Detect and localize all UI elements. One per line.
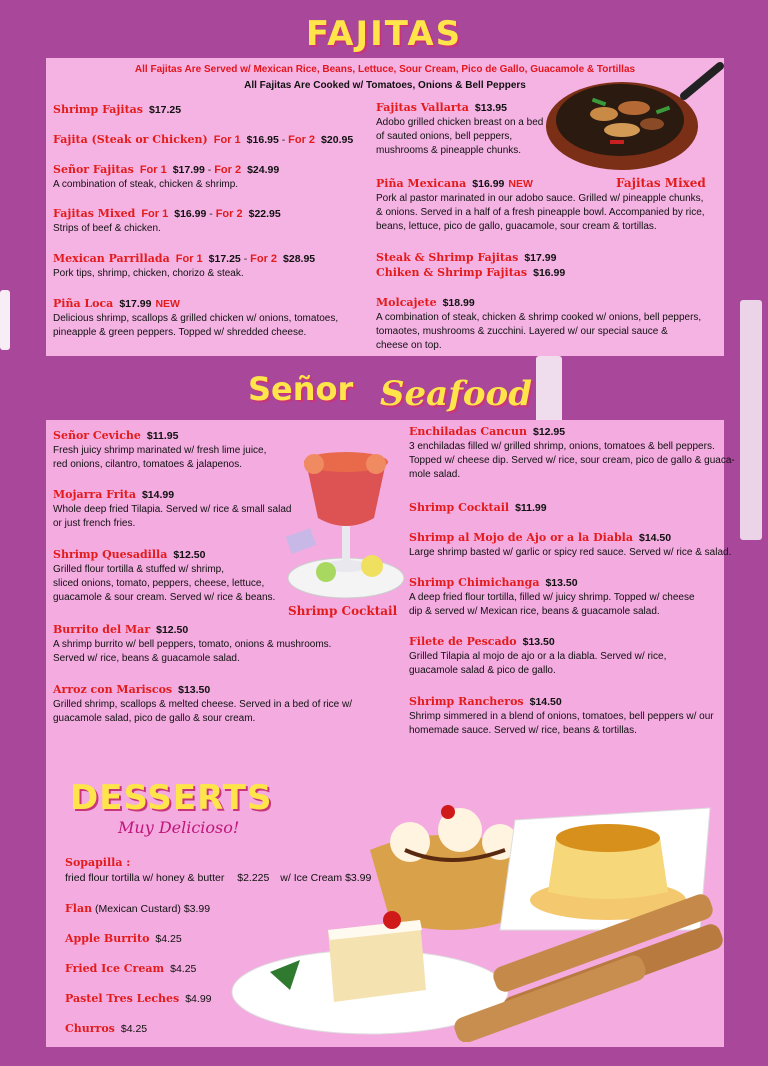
menu-item [409,694,714,738]
desserts-image [230,780,724,1042]
item-extra-price: $3.99 [345,872,372,884]
menu-item [53,296,338,340]
item-name: Molcajete [376,296,437,309]
menu-item [53,206,281,236]
portion-label: For 1 [141,208,169,220]
item-price: $12.50 [173,549,206,561]
item-name: Señor Fajitas [53,163,134,176]
item-price: $24.99 [247,164,280,176]
item-description: Grilled flour tortilla & stuffed w/ shrimp, [53,564,224,575]
item-description: homemade sauce. Served w/ rice, beans & tortillas. [409,725,637,736]
item-description: red onions, cilantro, tomatoes & jalapenos. [53,459,242,470]
menu-item [53,487,291,531]
item-description: Topped w/ cheese dip. Served w/ rice, sour cream, pico de gallo & guaca- [409,455,735,466]
item-name: Fajitas Vallarta [376,101,469,114]
item-description: sliced onions, tomato, peppers, cheese, lettuce, [53,578,265,589]
item-name: Steak & Shrimp Fajitas [376,251,519,264]
item-name: Señor Ceviche [53,429,141,442]
item-name: Shrimp Chimichanga [409,576,540,589]
item-name: Filete de Pescado [409,635,517,648]
desserts-title: DESSERTS [70,778,273,818]
new-badge: NEW [155,298,180,310]
item-description: Pork al pastor marinated in our adobo sauce. Grilled w/ pineapple chunks, [376,193,704,204]
item-description: Shrimp simmered in a blend of onions, tomatoes, bell peppers w/ our [409,711,714,722]
portion-label: For 2 [215,208,243,220]
item-price: $16.99 [533,267,566,279]
seafood-image-label: Shrimp Cocktail [288,604,398,618]
item-description: guacamole & sour cream. Served w/ rice & beans. [53,592,276,603]
item-description: 3 enchiladas filled w/ grilled shrimp, onions, tomatoes & bell peppers. [409,441,715,452]
menu-item [53,682,352,726]
paint-streak [740,300,762,540]
item-price: $28.95 [283,253,316,265]
item-description: fried flour tortilla w/ honey & butter [65,872,225,884]
new-badge: NEW [508,178,533,190]
fajitas-note-cooked: All Fajitas Are Cooked w/ Tomatoes, Onions & Bell Peppers [244,80,526,91]
menu-item [65,901,210,917]
menu-item [65,961,196,977]
item-price: $13.95 [474,102,507,114]
item-name: Chiken & Shrimp Fajitas [376,266,528,279]
item-name: Fajitas Mixed [53,207,136,220]
menu-item [376,250,556,266]
item-price: $14.99 [141,489,175,501]
item-name: Fajita (Steak or Chicken) [53,133,208,146]
portion-label: For 2 [214,164,242,176]
paint-streak [0,290,10,350]
paint-streak [536,356,562,426]
item-price: $16.99 [472,178,505,190]
menu-item [53,162,279,192]
item-description: Adobo grilled chicken breast on a bed [376,117,544,128]
item-price: $4.25 [120,1023,148,1035]
menu-item [53,102,181,118]
item-price: $11.95 [146,430,179,442]
menu-item [409,634,666,678]
menu-item [53,132,353,148]
seafood-title: Seafood [380,374,532,414]
item-price: $14.50 [529,696,562,708]
item-price: $17.99 [172,164,205,176]
item-description: Served w/ rice, beans & guacamole salad. [53,653,240,664]
item-price: $13.50 [178,684,211,696]
separator: - [243,253,248,265]
portion-label: For 2 [288,134,316,146]
item-description: of sauted onions, bell peppers, [376,131,513,142]
item-description: Grilled shrimp, scallops & melted cheese. Served in a bed of rice w/ [53,699,353,710]
fajitas-note-served: All Fajitas Are Served w/ Mexican Rice, Beans, Lettuce, Sour Cream, Pico de Gallo, Guacamole & Tortillas [134,64,636,75]
separator: - [207,164,212,176]
item-description: beans, lettuce, pico de gallo, guacamole, sour cream & tortillas. [376,221,657,232]
item-description: Delicious shrimp, scallops & grilled chicken w/ onions, tomatoes, [53,313,339,324]
item-description: Whole deep fried Tilapia. Served w/ rice & small salad [53,504,292,515]
item-name: Enchiladas Cancun [409,425,527,438]
item-price: $4.25 [170,963,197,975]
fajitas-image-label: Fajitas Mixed [616,176,706,190]
item-name: Mexican Parrillada [53,252,170,265]
item-price: $17.99 [524,252,557,264]
menu-item [376,100,543,158]
item-description: Grilled Tilapia al mojo de ajo or a la diabla. Served w/ rice, [409,651,667,662]
item-description: Pork tips, shrimp, chicken, chorizo & steak. [53,268,244,279]
item-description: A combination of steak, chicken & shrimp cooked w/ onions, bell peppers, [376,312,702,323]
item-price: $18.99 [442,297,475,309]
item-name: Mojarra Frita [53,488,136,501]
item-name: Burrito del Mar [53,623,151,636]
item-description: Large shrimp basted w/ garlic or spicy red sauce. Served w/ rice & salad. [409,547,732,558]
item-description: mole salad. [409,469,461,480]
item-description: or just french fries. [53,518,136,529]
item-price: $12.50 [156,624,189,636]
item-price: $12.95 [532,426,566,438]
item-name: Piña Mexicana [376,177,467,190]
menu-item [409,424,735,482]
separator: - [209,208,213,220]
menu-item [376,295,701,353]
menu-item [409,575,695,619]
portion-label: For 1 [175,253,203,265]
item-name: Flan [65,902,93,915]
item-description: Fresh juicy shrimp marinated w/ fresh lime juice, [53,445,267,456]
item-name: Shrimp Fajitas [53,103,143,116]
menu-item [65,991,212,1007]
menu-item [409,500,547,516]
item-description: Strips of beef & chicken. [53,223,161,234]
item-name: Pastel Tres Leches [65,992,180,1005]
item-price: $4.25 [155,933,182,945]
item-price: $14.50 [638,532,672,544]
desserts-subtitle: Muy Delicioso! [118,818,240,837]
item-name: Shrimp al Mojo de Ajo or a la Diabla [409,531,633,544]
menu-item [65,931,182,947]
menu-item [53,428,266,472]
menu-item [65,1021,147,1037]
item-description: dip & served w/ Mexican rice, beans & guacamole salad. [409,606,660,617]
item-name: Shrimp Cocktail [409,501,510,514]
portion-label: For 1 [213,134,241,146]
shrimp-cocktail-image [284,448,406,602]
item-description: guacamole salad, pico de gallo & sour cream. [53,713,256,724]
menu-item [53,251,315,281]
item-description: pineapple & green peppers. Topped w/ shredded cheese. [53,327,307,338]
fajita-skillet-image [544,56,726,180]
item-description: A combination of steak, chicken & shrimp. [53,179,239,190]
item-name: Piña Loca [53,297,114,310]
item-price: $4.99 [185,993,212,1005]
item-description: (Mexican Custard) [95,903,181,915]
item-description: tomaotes, mushrooms & zucchini. Layered w/ our special sauce & [376,326,668,337]
senor-title: Señor [248,370,354,408]
item-price: $13.50 [522,636,555,648]
item-description: A deep fried flour tortilla, filled w/ juicy shrimp. Topped w/ cheese [409,592,695,603]
portion-label: For 1 [139,164,167,176]
item-price: $17.99 [119,298,152,310]
item-price: $20.95 [321,134,354,146]
item-name: Apple Burrito [65,932,150,945]
menu-item [53,547,275,605]
item-name: Sopapilla : [65,856,131,869]
item-extra: w/ Ice Cream [280,872,343,884]
portion-label: For 2 [250,253,278,265]
item-price: $22.95 [248,208,281,220]
item-description: mushrooms & pineapple chunks. [376,145,522,156]
item-price: $11.99 [515,502,547,514]
item-description: & onions. Served in a half of a fresh pineapple bowl. Accompanied by rice, [376,207,705,218]
item-name: Arroz con Mariscos [53,683,173,696]
item-price: $17.25 [208,253,241,265]
item-price: $13.50 [545,577,578,589]
item-name: Churros [65,1022,115,1035]
item-description: cheese on top. [376,340,442,351]
item-name: Shrimp Quesadilla [53,548,168,561]
item-description: guacamole salad & pico de gallo. [409,665,556,676]
menu-item [376,265,565,281]
item-price: $16.99 [174,208,207,220]
item-price: $2.225 [237,872,270,884]
menu-item [409,530,731,560]
menu-item [53,622,331,666]
item-price: $3.99 [183,903,211,915]
item-price: $16.95 [246,134,279,146]
item-name: Fried Ice Cream [65,962,165,975]
fajitas-title: FAJITAS [305,14,463,54]
item-description: A shrimp burrito w/ bell peppers, tomato, onions & mushrooms. [53,639,332,650]
item-price: $17.25 [148,104,182,116]
separator: - [281,134,286,146]
item-name: Shrimp Rancheros [409,695,524,708]
